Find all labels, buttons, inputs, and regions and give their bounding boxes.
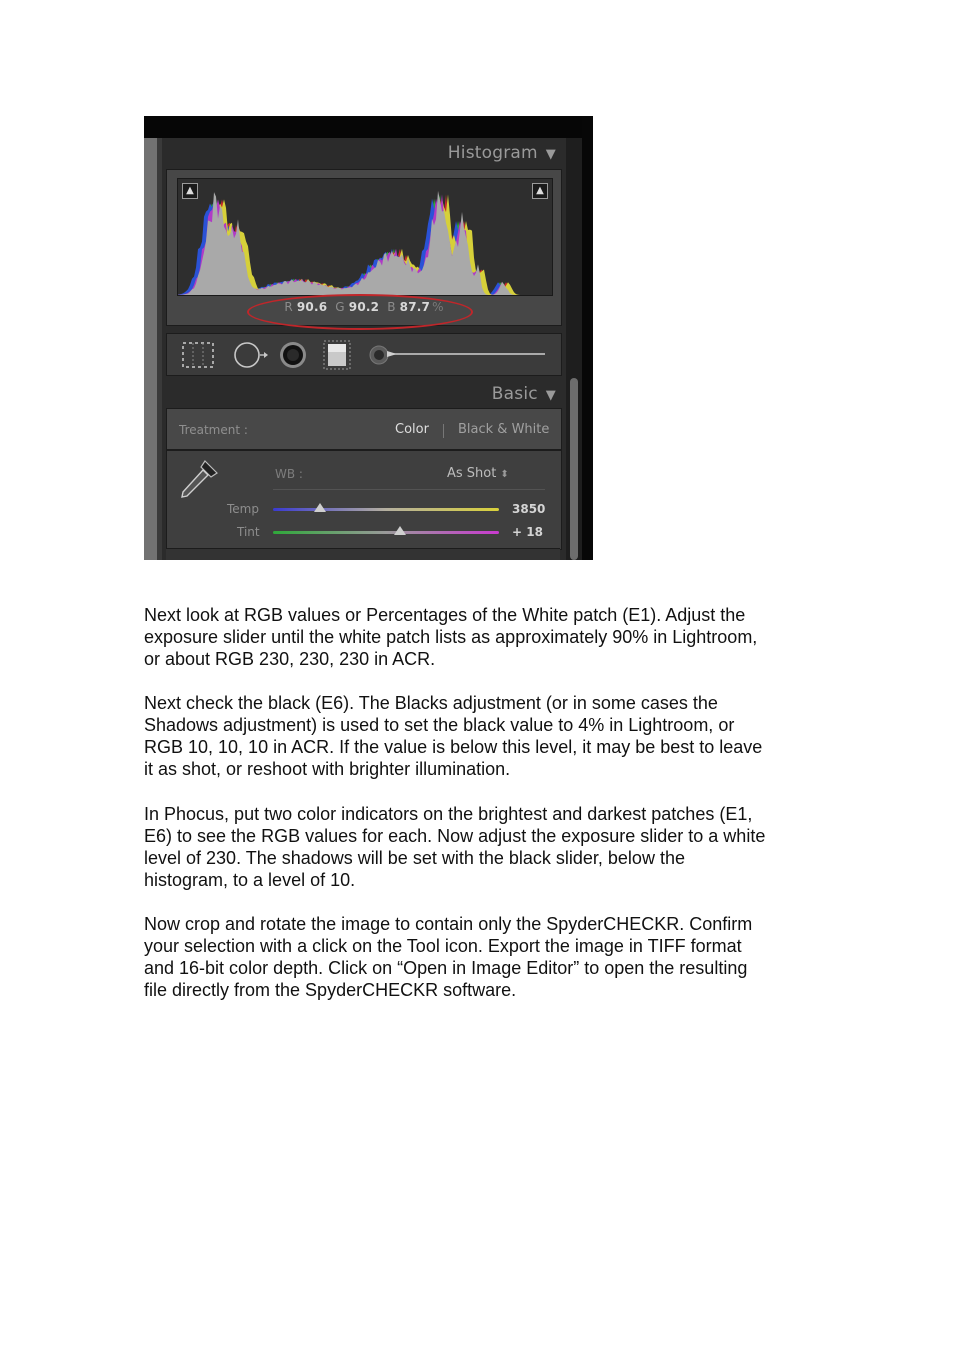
readout-unit: %	[432, 300, 444, 314]
histogram-graph-svg	[178, 179, 552, 295]
lightroom-screenshot	[144, 116, 593, 560]
panel-left-edge	[144, 138, 157, 560]
shadow-clipping-icon[interactable]: ▲	[182, 183, 198, 199]
tint-slider-thumb[interactable]	[394, 526, 406, 535]
readout-g-value: 90.2	[348, 300, 380, 314]
treatment-separator	[443, 424, 444, 438]
paragraph-1-line-3: or about RGB 230, 230, 230 in ACR.	[144, 649, 436, 669]
readout-b-value: 87.7	[399, 300, 431, 314]
wb-divider	[273, 489, 545, 490]
readout-b-label: B	[387, 300, 396, 314]
tint-label: Tint	[237, 525, 260, 539]
wb-value: As Shot	[447, 466, 497, 481]
panel-top-bar	[144, 116, 593, 138]
highlight-clipping-icon[interactable]: ▲	[532, 183, 548, 199]
wb-label: WB :	[275, 467, 303, 481]
updown-arrows-icon: ⬍	[500, 469, 509, 480]
spot-removal-icon[interactable]	[235, 343, 268, 367]
histogram-title: Histogram	[447, 143, 538, 163]
collapse-triangle-icon[interactable]: ▼	[545, 147, 556, 162]
next-panel-strip	[166, 548, 560, 560]
paragraph-3	[144, 803, 824, 891]
wb-select[interactable]	[447, 466, 509, 481]
paragraph-2-line-4: it as shot, or reshoot with brighter illumination.	[144, 759, 511, 779]
graduated-filter-icon[interactable]	[324, 341, 350, 369]
treatment-row	[166, 408, 562, 450]
basic-title: Basic	[491, 384, 538, 404]
paragraph-4-line-1: Now crop and rotate the image to contain only the SpyderCHECKR. Confirm	[144, 914, 753, 934]
paragraph-4-line-3: and 16-bit color depth. Click on “Open in Image Editor” to open the resulting	[144, 958, 748, 978]
paragraph-2-line-3: RGB 10, 10, 10 in ACR. If the value is below this level, it may be best to leave	[144, 737, 763, 757]
panel-right-edge	[582, 116, 593, 560]
paragraph-3-line-1: In Phocus, put two color indicators on the brightest and darkest patches (E1,	[144, 804, 753, 824]
white-balance-section	[166, 450, 562, 550]
paragraph-3-line-2: E6) to see the RGB values for each. Now adjust the exposure slider to a white	[144, 826, 766, 846]
paragraph-4	[144, 913, 824, 1001]
paragraph-1	[144, 604, 824, 670]
temp-label: Temp	[227, 502, 259, 516]
readout-r-label: R	[284, 300, 293, 314]
tint-value[interactable]: + 18	[512, 525, 543, 539]
basic-panel-header[interactable]	[492, 384, 556, 404]
paragraph-3-line-4: histogram, to a level of 10.	[144, 870, 356, 890]
adjustment-brush-icon[interactable]	[370, 346, 545, 364]
readout-r-value: 90.6	[296, 300, 328, 314]
paragraph-1-line-1: Next look at RGB values or Percentages of the White patch (E1). Adjust the	[144, 605, 746, 625]
paragraph-4-line-2: your selection with a click on the Tool icon. Export the image in TIFF format	[144, 936, 742, 956]
treatment-color-button[interactable]: Color	[395, 422, 429, 437]
panel-left-gutter	[157, 138, 162, 560]
paragraph-4-line-4: file directly from the SpyderCHECKR software.	[144, 980, 517, 1000]
treatment-label: Treatment :	[179, 423, 248, 437]
rgb-readout	[167, 300, 561, 314]
eyedropper-icon[interactable]	[177, 457, 221, 501]
paragraph-3-line-3: level of 230. The shadows will be set with the black slider, below the	[144, 848, 685, 868]
treatment-bw-button[interactable]: Black & White	[458, 422, 550, 437]
collapse-triangle-icon[interactable]: ▼	[545, 388, 556, 403]
paragraph-1-line-2: exposure slider until the white patch lists as approximately 90% in Lightroom,	[144, 627, 758, 647]
paragraph-2-line-2: Shadows adjustment) is used to set the black value to 4% in Lightroom, or	[144, 715, 735, 735]
temp-value[interactable]: 3850	[512, 502, 546, 516]
temp-slider-track[interactable]	[273, 508, 499, 511]
readout-g-label: G	[335, 300, 345, 314]
red-eye-icon[interactable]	[280, 342, 306, 368]
panel-scrollbar-thumb[interactable]	[570, 378, 578, 560]
tool-strip	[166, 333, 562, 376]
histogram-graph	[177, 178, 553, 296]
tool-strip-svg	[167, 334, 561, 375]
tint-slider-track[interactable]	[273, 531, 499, 534]
paragraph-2-line-1: Next check the black (E6). The Blacks adjustment (or in some cases the	[144, 693, 718, 713]
temp-slider-thumb[interactable]	[314, 503, 326, 512]
paragraph-2	[144, 692, 824, 780]
histogram-panel-header[interactable]	[448, 143, 556, 163]
crop-icon[interactable]	[183, 343, 213, 367]
histogram-box	[166, 169, 562, 326]
